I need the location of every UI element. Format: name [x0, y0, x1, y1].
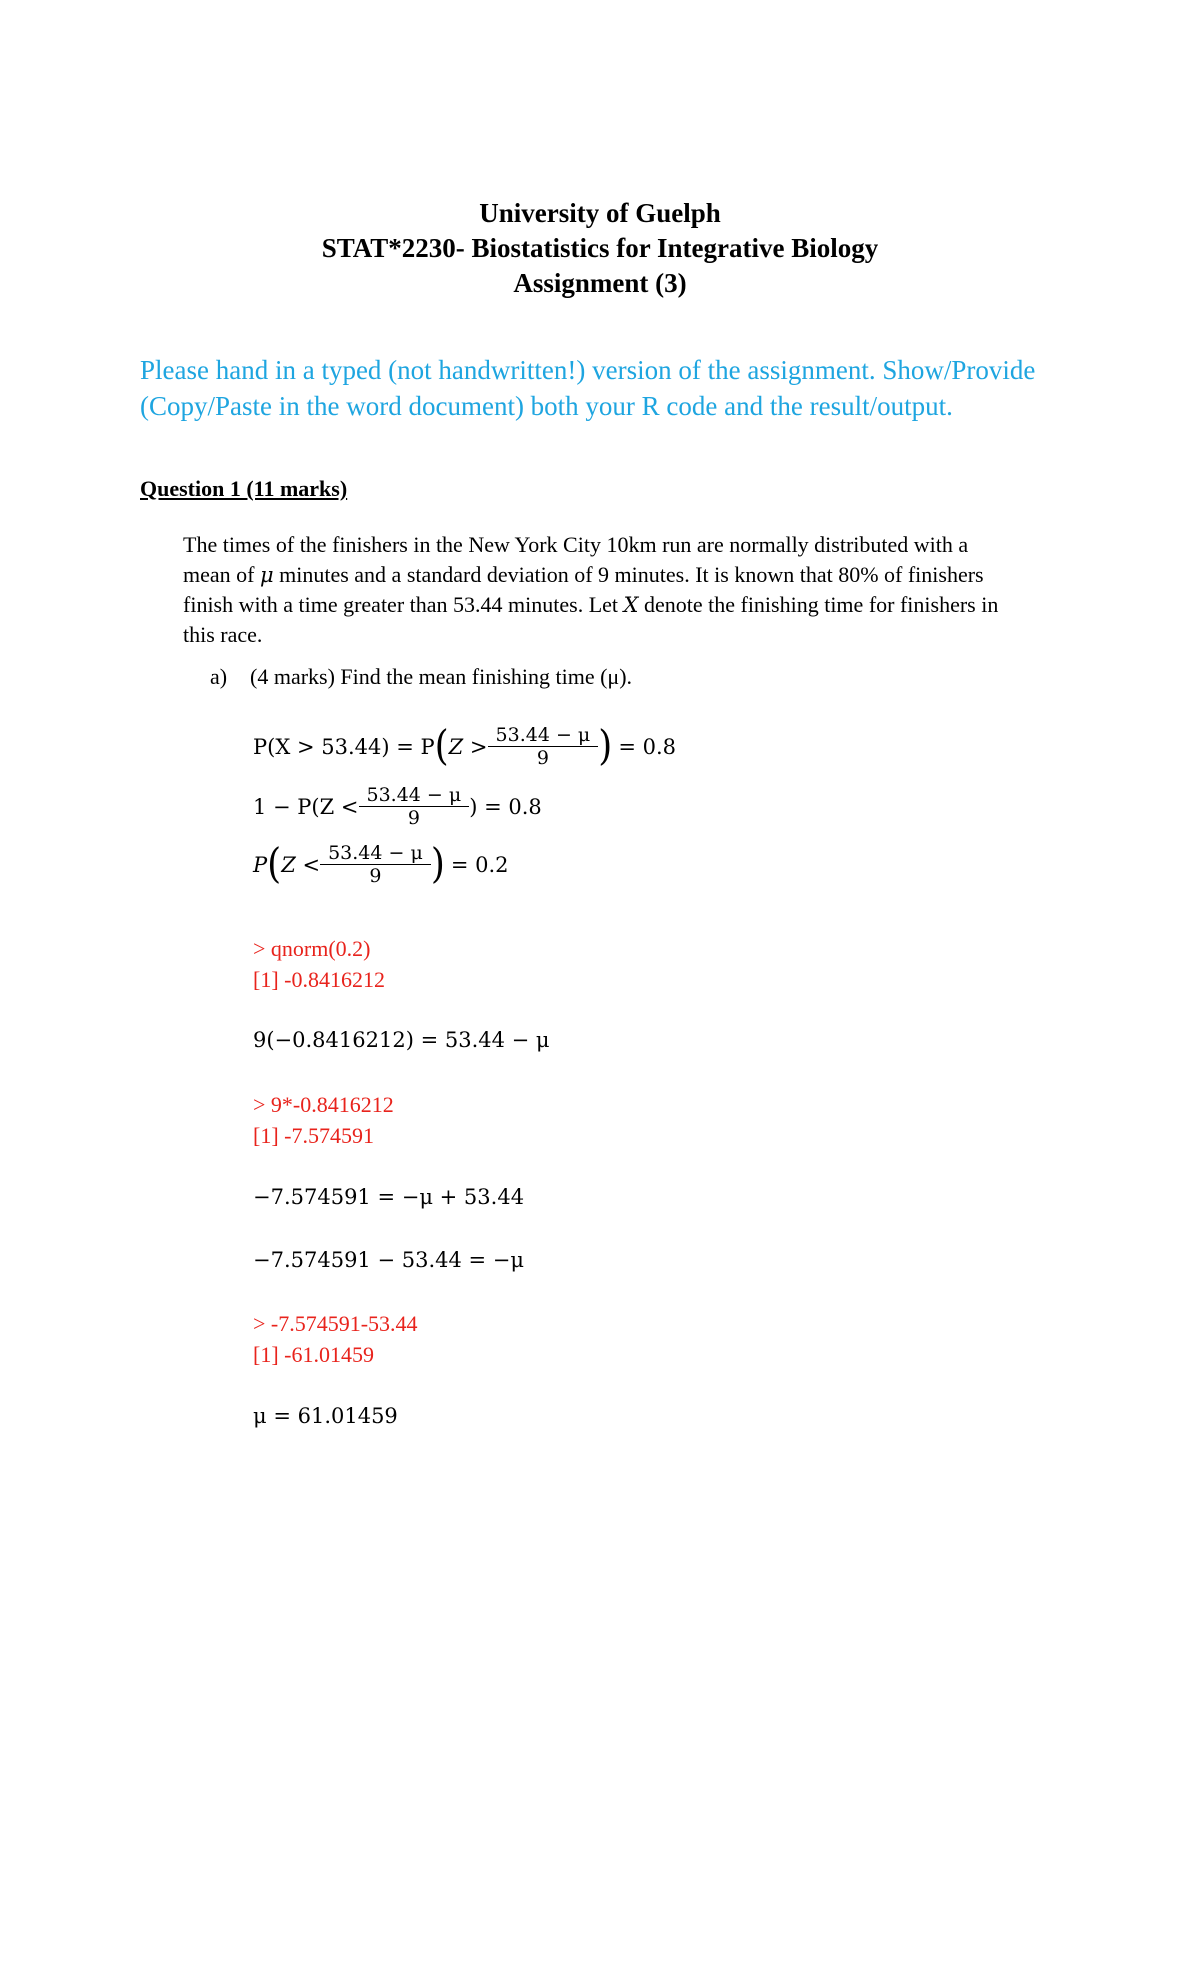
equation-1	[253, 724, 676, 769]
para-line-1: The times of the finishers in the New York City 10km run are normally distributed with a	[183, 532, 969, 557]
eq3-right: = 0.2	[450, 852, 509, 877]
part-a-text: (4 marks) Find the mean finishing time (μ).	[250, 664, 633, 689]
r-code-block-1	[253, 933, 385, 995]
r-command: > -7.574591-53.44	[253, 1311, 418, 1336]
eq1-denominator: 9	[488, 746, 599, 769]
mu-symbol: μ	[259, 563, 274, 587]
eq1-fraction	[492, 724, 595, 769]
left-paren: (	[434, 722, 449, 770]
eq2-denominator: 9	[359, 806, 470, 829]
right-paren: )	[430, 840, 445, 888]
assignment-title: Assignment (3)	[513, 268, 687, 298]
equation-7: μ = 61.01459	[253, 1404, 398, 1428]
para-line-4: this race.	[183, 622, 263, 647]
right-paren: )	[598, 722, 613, 770]
notice-line-1: Please hand in a typed (not handwritten!) version of the assignment. Show/Provide	[140, 355, 1036, 385]
eq3-denominator: 9	[320, 864, 431, 887]
equation-3	[253, 842, 509, 887]
r-output: [1] -7.574591	[253, 1123, 374, 1148]
university-title: University of Guelph	[479, 198, 721, 228]
eq1-z: Z >	[448, 734, 488, 759]
equation-2	[253, 784, 542, 829]
eq3-fraction	[324, 842, 427, 887]
equation-5: −7.574591 = −μ + 53.44	[253, 1185, 525, 1209]
eq1-right: = 0.8	[618, 734, 676, 759]
part-a-label: a)	[210, 664, 228, 689]
eq2-left: 1 − P(Z <	[253, 794, 359, 819]
question-paragraph	[183, 530, 1073, 650]
equation-6: −7.574591 − 53.44 = −μ	[253, 1248, 525, 1272]
para-line-3: finish with a time greater than 53.44 minutes. Let X denote the finishing time for finishers in	[183, 592, 999, 617]
part-a	[210, 662, 632, 692]
r-code-block-3	[253, 1308, 418, 1370]
r-command: > 9*-0.8416212	[253, 1092, 394, 1117]
r-output: [1] -0.8416212	[253, 967, 385, 992]
course-title: STAT*2230- Biostatistics for Integrative Biology	[321, 233, 879, 263]
question-title: Question 1 (11 marks)	[140, 476, 348, 501]
eq2-numerator: 53.44 − μ	[366, 784, 462, 806]
eq2-right: ) = 0.8	[469, 794, 542, 819]
r-command: > qnorm(0.2)	[253, 936, 371, 961]
submission-notice	[140, 352, 1100, 424]
r-output: [1] -61.01459	[253, 1342, 374, 1367]
eq1-left: P(X > 53.44) = P	[253, 734, 435, 759]
eq2-fraction	[363, 784, 466, 829]
x-symbol: X	[623, 593, 639, 617]
eq1-numerator: 53.44 − μ	[495, 724, 591, 746]
notice-line-2: (Copy/Paste in the word document) both your R code and the result/output.	[140, 391, 953, 421]
para-line-2: mean of μ minutes and a standard deviation of 9 minutes. It is known that 80% of finishers	[183, 562, 984, 587]
eq3-numerator: 53.44 − μ	[328, 842, 423, 864]
eq3-left: P	[253, 852, 268, 877]
equation-4: 9(−0.8416212) = 53.44 − μ	[253, 1028, 550, 1052]
left-paren: (	[267, 840, 282, 888]
eq3-z: Z <	[281, 852, 321, 877]
r-code-block-2	[253, 1089, 394, 1151]
